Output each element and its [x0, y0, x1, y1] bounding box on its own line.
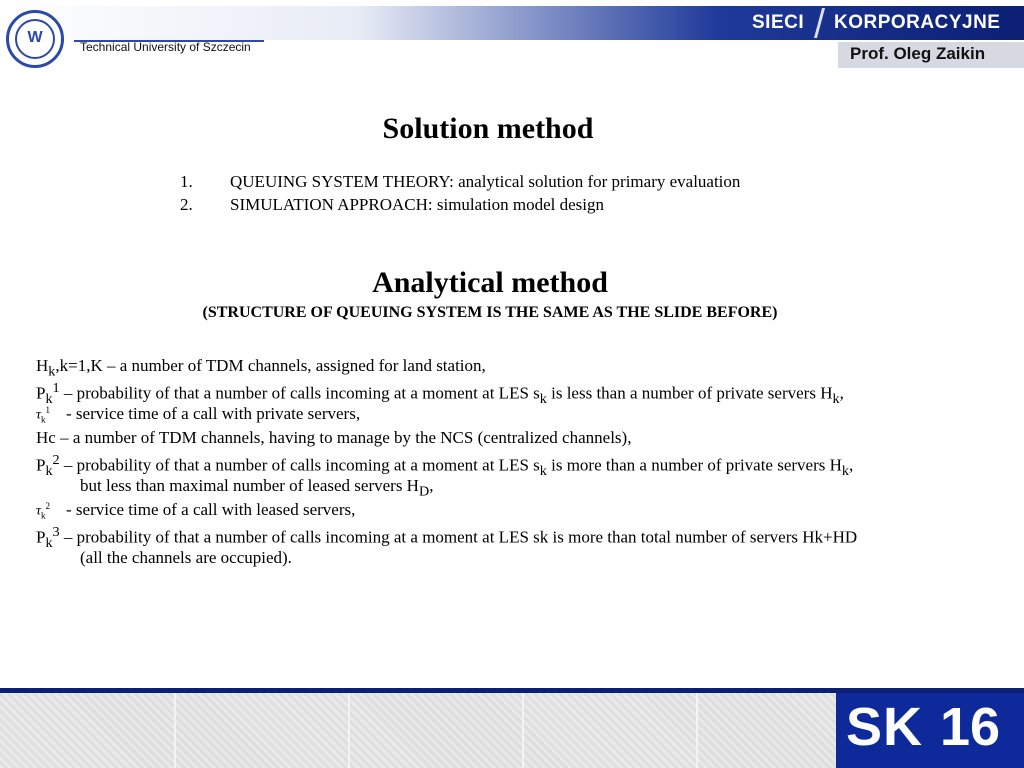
def-line-pk1: $P_k^1$ – probability of that a number of calls incoming at a moment at LES $s_k$ is less than a number of private servers $H_k$, [36, 380, 844, 408]
def-line-hk: $H_k,k=1,K - a$ number of TDM channels, assigned for land station, [36, 356, 486, 380]
list-item-number: 2. [180, 195, 193, 214]
analytical-subtitle: (STRUCTURE OF QUEUING SYSTEM IS THE SAME AS THE SLIDE BEFORE) [202, 304, 778, 321]
header [0, 0, 1024, 72]
footer-divider [348, 693, 350, 768]
definitions [36, 356, 1016, 572]
def-line-pk2-cont: but less than maximal number of leased servers $H_D$, [80, 476, 434, 500]
footer-divider [174, 693, 176, 768]
slide-section-label: SK [846, 697, 924, 757]
list-item-number: 1. [180, 172, 193, 191]
university-logo [6, 10, 64, 68]
header-sieci: SIECI [752, 12, 805, 33]
logo-ring [15, 19, 55, 59]
logo-mark-icon: W [27, 29, 43, 46]
footer-divider [522, 693, 524, 768]
analytical-title: Analytical method [372, 266, 608, 299]
list-item [180, 172, 740, 195]
footer [0, 688, 1024, 768]
def-line-tau1: $\tau_k^1$ - service time of a call with private servers, [36, 404, 361, 425]
slide-number: 16 [940, 697, 1001, 757]
list-item [180, 195, 740, 218]
university-name: Technical University of Szczecin [80, 40, 251, 54]
professor-name: Prof. Oleg Zaikin [850, 44, 986, 63]
def-line-hc: Hc – a number of TDM channels, having to manage by the NCS (centralized channels), [36, 428, 632, 447]
tau-symbol-icon: $\tau_k^2$ [36, 501, 51, 521]
header-korporacyjne: KORPORACYJNE [834, 12, 1001, 33]
solution-list [180, 172, 740, 218]
footer-texture [0, 693, 836, 768]
solution-title: Solution method [382, 112, 594, 145]
tau-symbol-icon: $\tau_k^1$ [36, 405, 51, 425]
def-line-pk2: $P_k^2$ – probability of that a number of calls incoming at a moment at LES $s_k$ is more than a number of private servers $H_k$, [36, 452, 854, 480]
list-item-text: SIMULATION APPROACH: simulation model design [230, 195, 605, 214]
list-item-text: QUEUING SYSTEM THEORY: analytical solution for primary evaluation [230, 172, 741, 191]
def-line-pk3: $P_k^3$ – probability of that a number of calls incoming at a moment at LES sk is more than total number of servers Hk+HD [36, 524, 858, 552]
def-line-tau2: $\tau_k^2$ - service time of a call with leased servers, [36, 500, 356, 521]
def-line-pk3-cont: (all the channels are occupied). [80, 548, 292, 567]
footer-divider [696, 693, 698, 768]
